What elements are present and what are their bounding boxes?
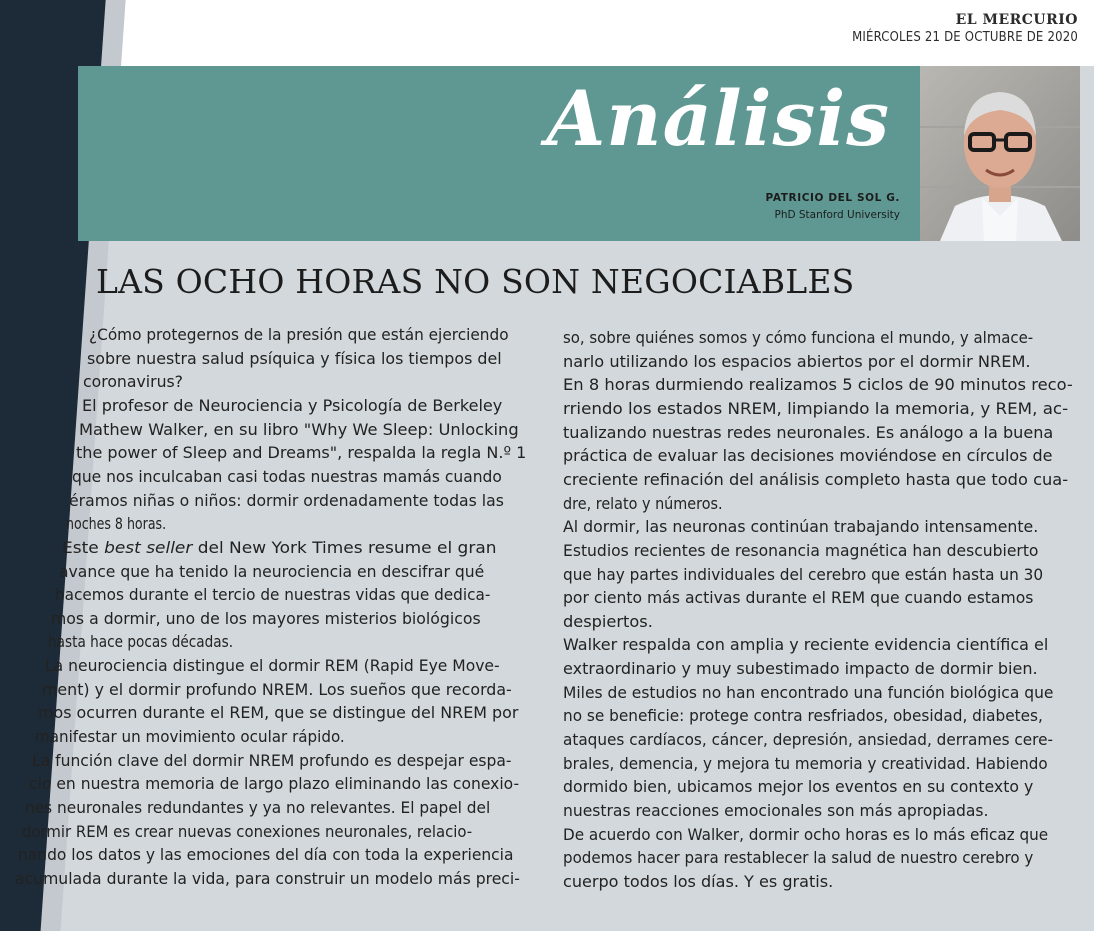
text-line: El profesor de Neurociencia y Psicología de Berkeley [82,395,503,415]
text-line: mos a dormir, uno de los mayores misterios biológicos [51,608,481,628]
text-line: nes neuronales redundantes y ya no relevantes. El papel del [25,798,491,817]
text-line: Mathew Walker, en su libro "Why We Sleep: Unlocking [79,419,519,439]
text-line: tualizando nuestras redes neuronales. Es análogo a la buena [563,422,1054,442]
text-line: La neurociencia distingue el dormir REM (Rapid Eye Move- [45,656,500,676]
section-title: Análisis [546,74,890,163]
issue-date: MIÉRCOLES 21 DE OCTUBRE DE 2020 [852,30,1078,45]
text-line: En 8 horas durmiendo realizamos 5 ciclos de 90 minutos reco- [563,375,1073,395]
author-name: PATRICIO DEL SOL G. [765,192,900,204]
text-segment: Este [62,537,105,557]
text-line: manifestar un movimiento ocular rápido. [35,727,345,747]
masthead [852,12,1078,45]
text-line: narlo utilizando los espacios abiertos por el dormir NREM. [563,351,1031,371]
text-line: ment) y el dormir profundo NREM. Los sueños que recorda- [42,679,512,699]
text-line: Estudios recientes de resonancia magnética han descubierto [563,540,1039,560]
text-line: coronavirus? [83,372,184,392]
text-line: La función clave del dormir NREM profundo es despejar espa- [32,750,512,770]
text-line: nando los datos y las emociones del día con toda la experiencia [18,845,514,865]
text-line: sobre nuestra salud psíquica y física los tiempos del [87,348,502,368]
author-photo [920,66,1080,241]
text-line: no se beneficie: protege contra resfriados, obesidad, diabetes, [563,706,1043,726]
text-line: nuestras reacciones emocionales son más apropiadas. [563,801,989,820]
text-line: cuerpo todos los días. Y es gratis. [563,871,834,891]
text-line: éramos niñas o niños: dormir ordenadamente todas las [69,490,504,510]
text-line: creciente refinación del análisis completo hasta que todo cua- [563,469,1069,489]
text-line: noches 8 horas. [66,514,167,534]
text-line: que hay partes individuales del cerebro que están hasta un 30 [563,564,1044,584]
author-credential: PhD Stanford University [774,209,900,221]
text-line: Al dormir, las neuronas continúan trabajando intensamente. [563,517,1039,537]
text-line: acumulada durante la vida, para construir un modelo más preci- [15,868,520,888]
text-line: rriendo los estados NREM, limpiando la memoria, y REM, ac- [563,398,1069,418]
text-line: dre, relato y números. [563,493,723,513]
text-line: mos ocurren durante el REM, que se distingue del NREM por [38,703,519,723]
text-line: brales, demencia, y mejora tu memoria y creatividad. Habiendo [563,753,1048,773]
text-line: práctica de evaluar las decisiones moviéndose en círculos de [563,446,1053,466]
text-line: extraordinario y muy subestimado impacto de dormir bien. [563,659,1038,679]
text-line: avance que ha tenido la neurociencia en descifrar qué [59,561,485,581]
text-segment: del New York Times resume el gran [192,537,497,557]
text-line: cio en nuestra memoria de largo plazo eliminando las conexio- [29,774,520,794]
text-line [62,538,496,557]
newspaper-name: EL MERCURIO [955,12,1078,28]
text-line: Miles de estudios no han encontrado una función biológica que [563,682,1054,702]
text-line: ataques cardíacos, cáncer, depresión, ansiedad, derrames cere- [563,730,1053,750]
text-line: que nos inculcaban casi todas nuestras mamás cuando [72,466,502,486]
text-line: Walker respalda con amplia y reciente evidencia científica el [563,635,1049,655]
text-line: ¿Cómo protegernos de la presión que están ejerciendo [89,325,509,344]
text-line: De acuerdo con Walker, dormir ocho horas es lo más eficaz que [563,824,1049,844]
emphasis-text: best seller [104,537,193,557]
text-line: podemos hacer para restablecer la salud de nuestro cerebro y [563,848,1034,868]
text-line: so, sobre quiénes somos y cómo funciona el mundo, y almace- [563,328,1034,347]
article-headline: LAS OCHO HORAS NO SON NEGOCIABLES [96,262,855,301]
text-line: hacemos durante el tercio de nuestras vidas que dedica- [55,585,491,605]
text-line: hasta hace pocas décadas. [48,632,234,652]
text-line: despiertos. [563,611,653,631]
text-line: por ciento más activas durante el REM que cuando estamos [563,588,1034,608]
text-line: the power of Sleep and Dreams", respalda la regla N.º 1 [76,443,527,463]
text-line: dormir REM es crear nuevas conexiones neuronales, relacio- [22,821,473,841]
text-line: dormido bien, ubicamos mejor los eventos en su contexto y [563,777,1034,797]
